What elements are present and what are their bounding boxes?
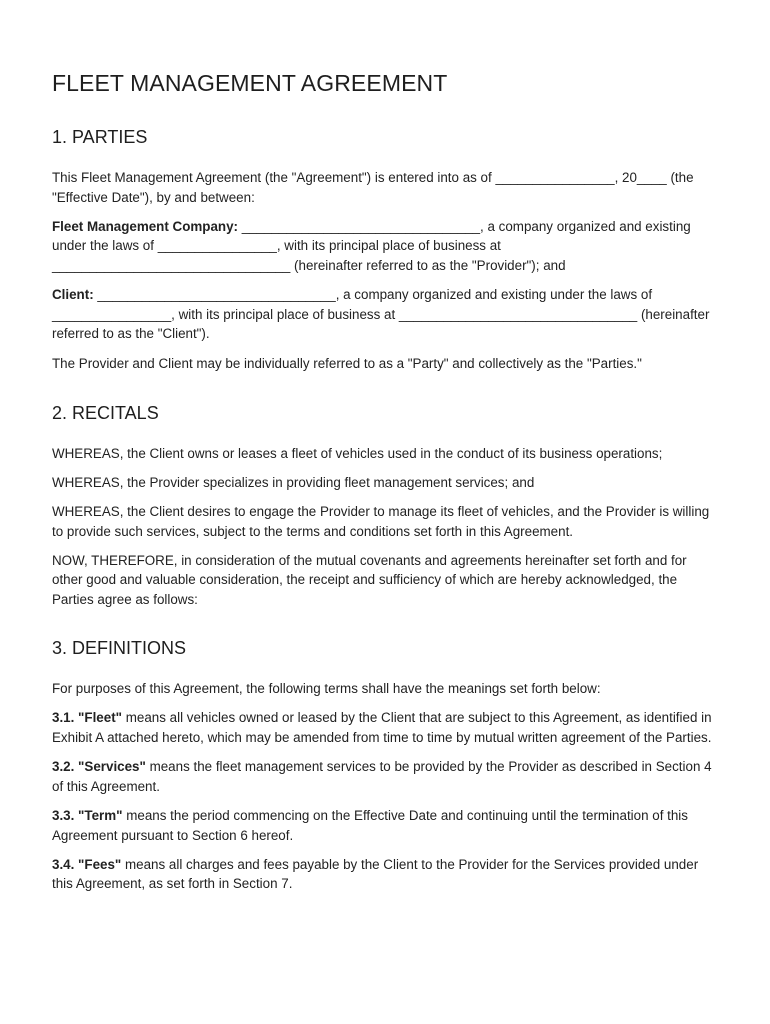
definition-label: 3.2. "Services" [52,759,146,775]
section-heading-recitals: 2. RECITALS [52,402,159,423]
definition-item [52,757,718,796]
section-heading-definitions: 3. DEFINITIONS [52,638,187,659]
provider-paragraph [52,217,718,276]
definition-item [52,708,718,747]
section-parties [52,127,718,373]
definition-label: 3.4. "Fees" [52,856,122,872]
client-label: Client: [52,287,94,303]
client-paragraph [52,285,718,344]
recital-paragraph: WHEREAS, the Provider specializes in providing fleet management services; and [52,474,535,490]
definition-item [52,855,718,894]
definition-text: means the period commencing on the Effective Date and continuing until the termination of this Agreement pursuant to Section 6 hereof. [52,808,688,843]
definition-label: 3.1. "Fleet" [52,710,123,726]
section-heading-parties: 1. PARTIES [52,127,148,147]
parties-closing: The Provider and Client may be individually referred to as a "Party" and collectively as the "Parties." [52,355,642,371]
definition-item [52,806,718,845]
definition-label: 3.3. "Term" [52,808,123,823]
recital-paragraph: NOW, THEREFORE, in consideration of the mutual covenants and agreements hereinafter set forth and for other good and valuable consideration, the receipt and sufficiency of which are hereby acknowledged, the Parties agree as follows: [52,552,687,608]
section-definitions [52,638,718,894]
document-title: FLEET MANAGEMENT AGREEMENT [52,70,448,96]
recital-paragraph: WHEREAS, the Client desires to engage the Provider to manage its fleet of vehicles, and the Provider is willing to provide such services, subject to the terms and conditions set forth in this Agreement. [52,504,710,539]
provider-label: Fleet Management Company: [52,218,239,234]
definition-text: means the fleet management services to be provided by the Provider as described in Section 4 of this Agreement. [52,759,712,794]
client-text: ________________________________, a company organized and existing under the laws of ________________, with its principal place of business at ________________________________ (hereinafter referred to as the "Client"). [52,287,710,342]
parties-intro: This Fleet Management Agreement (the "Agreement") is entered into as of ________________, 20____ (the "Effective Date"), by and between: [52,170,694,205]
provider-text: ________________________________, a company organized and existing under the laws of ________________, with its principal place of business at ________________________________ (hereinafter referred to as the "Provider"); and [52,218,691,273]
definition-text: means all vehicles owned or leased by the Client that are subject to this Agreement, as identified in Exhibit A attached hereto, which may be amended from time to time by mutual written agreement of the Parties. [52,710,712,746]
definition-text: means all charges and fees payable by the Client to the Provider for the Services provided under this Agreement, as set forth in Section 7. [52,856,699,892]
recital-paragraph: WHEREAS, the Client owns or leases a fleet of vehicles used in the conduct of its business operations; [52,445,663,461]
definitions-intro: For purposes of this Agreement, the following terms shall have the meanings set forth below: [52,681,601,697]
section-recitals [52,403,718,610]
